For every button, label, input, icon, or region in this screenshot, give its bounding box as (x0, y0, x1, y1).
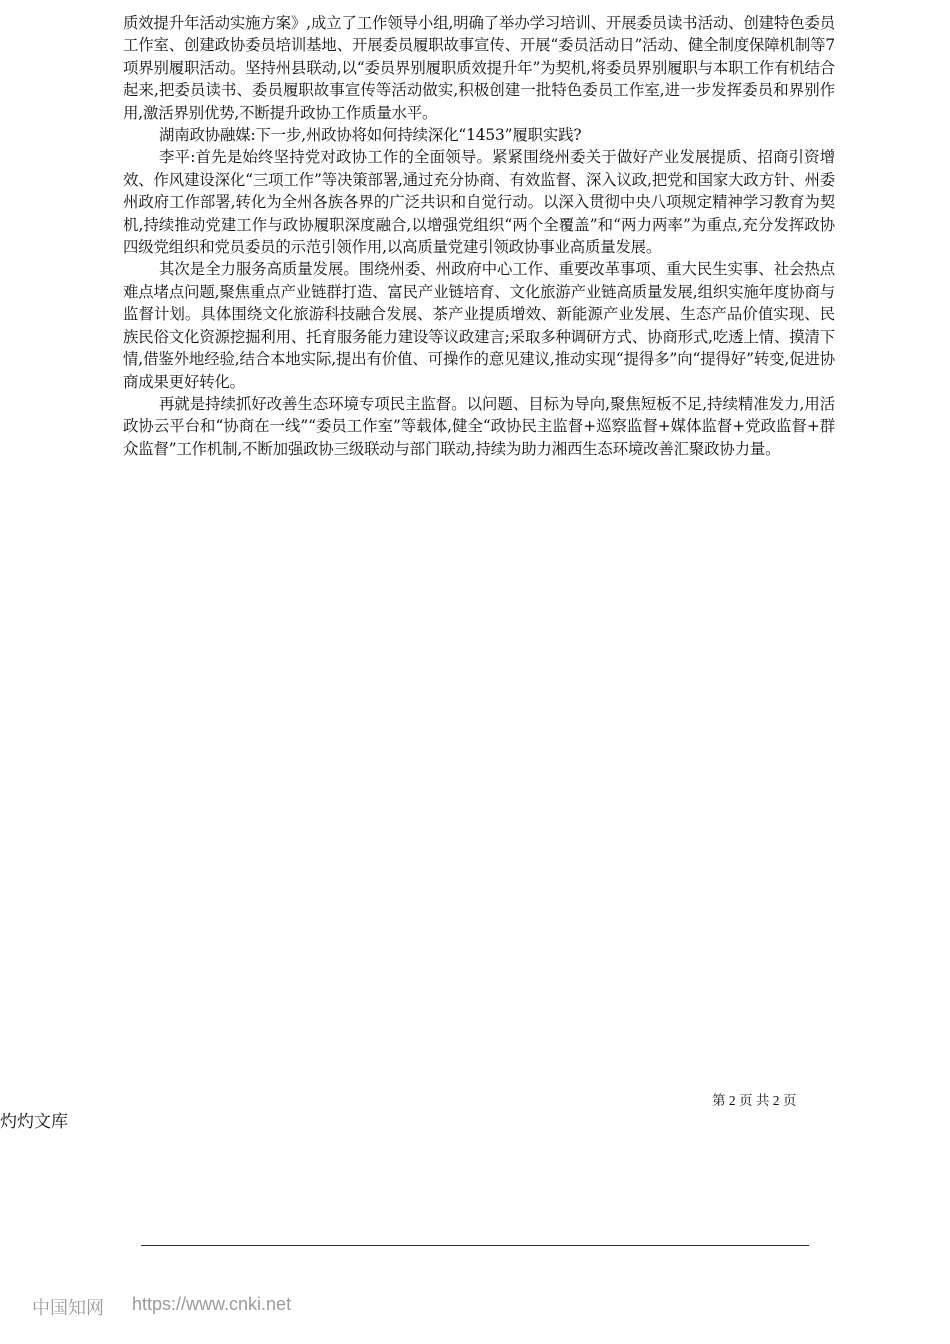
paragraph-continuation: 质效提升年活动实施方案》,成立了工作领导小组,明确了举办学习培训、开展委员读书活动、创建特色委员工作室、创建政协委员培训基地、开展委员履职故事宣传、开展“委员活动日”活动、健全制度保障机制等7项界别履职活动。坚持州县联动,以“委员界别履职质效提升年”为契机,将委员界别履职与本职工作有机结合起来,把委员读书、委员履职故事宣传等活动做实,积极创建一批特色委员工作室,进一步发挥委员和界别作用,激活界别优势,不断提升政协工作质量水平。 (123, 14, 835, 122)
paragraph-answer-third: 再就是持续抓好改善生态环境专项民主监督。以问题、目标为导向,聚焦短板不足,持续精准发力,用活政协云平台和“协商在一线”“委员工作室”等载体,健全“政协民主监督+巡察监督+媒体监督+党政监督+群众监督”工作机制,不断加强政协三级联动与部门联动,持续为助力湘西生态环境改善汇聚政协力量。 (123, 394, 835, 458)
library-watermark: 灼灼文库 (0, 1112, 68, 1132)
paragraph-question: 湖南政协融媒:下一步,州政协将如何持续深化“1453”履职实践? (159, 126, 582, 145)
paragraph-answer-first: 李平:首先是始终坚持党对政协工作的全面领导。紧紧围绕州委关于做好产业发展提质、招商引资增效、作风建设深化“三项工作”等决策部署,通过充分协商、有效监督、深入议政,把党和国家大政方针、州委州政府工作部署,转化为全州各族各界的广泛共识和自觉行动。以深入贯彻中央八项规定精神学习教育为契机,持续推动党建工作与政协履职深度融合,以增强党组织“两个全覆盖”和“两力两率”为重点,充分发挥政协四级党组织和党员委员的示范引领作用,以高质量党建引领政协事业高质量发展。 (123, 148, 835, 257)
footer-brand: 中国知网 (32, 1298, 104, 1319)
footer-url[interactable]: https://www.cnki.net (132, 1294, 292, 1314)
article-body (123, 12, 835, 460)
footer-divider (141, 1245, 809, 1246)
page-number: 第 2 页 共 2 页 (712, 1093, 797, 1108)
paragraph-answer-second: 其次是全力服务高质量发展。围绕州委、州政府中心工作、重要改革事项、重大民生实事、社会热点难点堵点问题,聚焦重点产业链群打造、富民产业链培育、文化旅游产业链高质量发展,组织实施年度协商与监督计划。具体围绕文化旅游科技融合发展、茶产业提质增效、新能源产业发展、生态产品价值实现、民族民俗文化资源挖掘利用、托育服务能力建设等议政建言;采取多种调研方式、协商形式,吃透上情、摸清下情,借鉴外地经验,结合本地实际,提出有价值、可操作的意见建议,推动实现“提得多”向“提得好”转变,促进协商成果更好转化。 (123, 260, 835, 391)
